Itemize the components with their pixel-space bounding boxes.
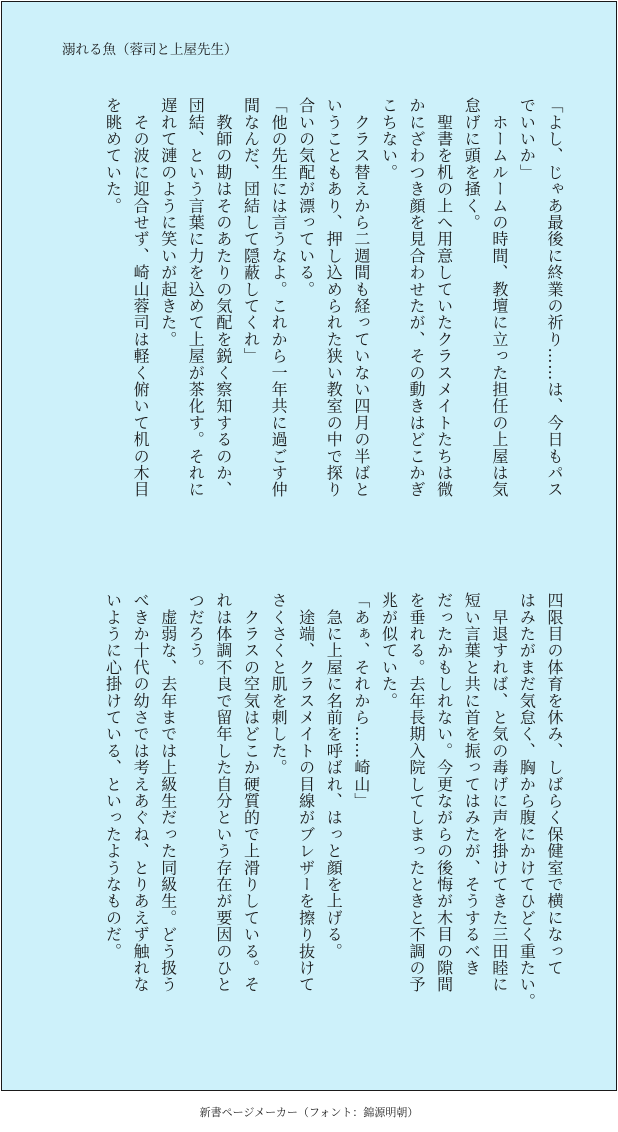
text-line: 怠げに頭を掻く。 — [462, 97, 482, 231]
text-line: れは体調不良で留年した自分という存在が要因のひと — [213, 592, 233, 993]
text-line: を眺めていた。 — [103, 97, 123, 214]
text-line: でいいか」 — [517, 97, 537, 181]
text-line: べきか十代の幼さでは考えあぐね、とりあえず触れな — [131, 592, 151, 993]
text-line: いように心掛けている、といったようなものだ。 — [103, 592, 123, 960]
upper-text-block — [99, 97, 568, 537]
text-line: 「あぁ、それから……崎山」 — [351, 592, 371, 810]
text-line: クラス替えから二週間も経っていない四月の半ばと — [351, 97, 371, 498]
text-line: 団結、という言葉に力を込めて上屋が茶化す。それに — [186, 97, 206, 498]
text-line: いうこともあり、押し込められた狭い教室の中で探り — [324, 97, 344, 498]
text-line: 兆が似ていた。 — [379, 592, 399, 709]
text-line: 早退すれば、と気の毒げに声を掛けてきた三田睦に — [489, 592, 509, 993]
lower-text-block — [99, 592, 568, 1032]
text-line: 虚弱な、去年までは上級生だった同級生。どう扱う — [158, 592, 178, 993]
text-line: さくさくと肌を刺した。 — [269, 592, 289, 776]
text-line: だったかもしれない。今更ながらの後悔が木目の隙間 — [434, 592, 454, 993]
page-area — [1, 1, 617, 1091]
text-line: 途端、クラスメイトの目線がブレザーを擦り抜けて — [296, 592, 316, 993]
text-line: 遅れて漣のように笑いが起きた。 — [158, 97, 178, 348]
text-line: 急に上屋に名前を呼ばれ、はっと顔を上げる。 — [324, 592, 344, 960]
text-line: こちない。 — [379, 97, 399, 181]
text-line: 合いの気配が漂っている。 — [296, 97, 316, 298]
document-title: 溺れる魚（蓉司と上屋先生） — [62, 42, 238, 58]
text-line: 「よし、じゃあ最後に終業の祈り……は、今日もパス — [545, 97, 564, 498]
text-line: その波に迎合せず、崎山蓉司は軽く俯いて机の木目 — [131, 97, 151, 498]
text-line: ホームルームの時間、教壇に立った担任の上屋は気 — [489, 97, 509, 498]
text-line: 聖書を机の上へ用意していたクラスメイトたちは微 — [434, 97, 454, 498]
text-line: つだろう。 — [186, 592, 206, 676]
text-line: 四限目の体育を休み、しばらく保健室で横になって — [545, 592, 564, 977]
text-line: クラスの空気はどこか硬質的で上滑りしている。そ — [241, 592, 261, 993]
text-line: を垂れる。去年長期入院してしまったときと不調の予 — [407, 592, 427, 993]
text-line: 教師の勘はそのあたりの気配を鋭く察知するのか、 — [213, 97, 233, 498]
text-line: かにざわつき顔を見合わせたが、その動きはどこかぎ — [407, 97, 427, 498]
footer-caption: 新書ページメーカー（フォント：錦源明朝） — [199, 1106, 419, 1119]
text-line: 間なんだ、団結して隠蔽してくれ」 — [241, 97, 261, 365]
text-line: 短い言葉と共に首を振ってはみたが、そうするべき — [462, 592, 482, 977]
text-line: はみたがまだ気怠く、胸から腹にかけてひどく重たい。 — [517, 592, 537, 1010]
text-line: 「他の先生には言うなよ。これから一年共に過ごす仲 — [269, 97, 289, 498]
